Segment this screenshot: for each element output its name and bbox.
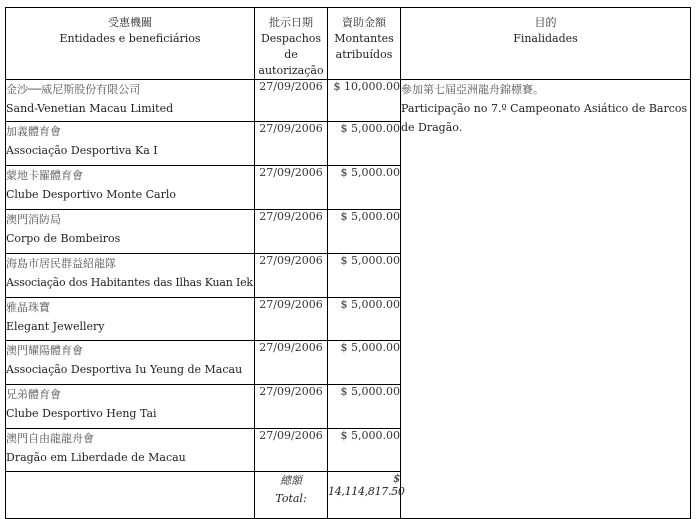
amount-cell: $ 5,000.00: [328, 429, 401, 472]
entity-name-pt: Elegant Jewellery: [6, 320, 105, 333]
purpose-cell: [401, 80, 691, 519]
entity-cell: [6, 80, 255, 122]
amount-cell: $ 5,000.00: [328, 298, 401, 341]
header-purpose: [401, 8, 691, 80]
header-amount-pt2: atribuídos: [335, 48, 393, 61]
amount-cell: $ 5,000.00: [328, 254, 401, 298]
date-cell: 27/09/2006: [255, 122, 328, 166]
entity-cell: [6, 341, 255, 385]
amount-cell: $ 5,000.00: [328, 166, 401, 210]
header-amount-cn: 資助金額: [342, 16, 386, 29]
header-entities-cn: 受惠機關: [108, 16, 152, 29]
header-row: [6, 8, 691, 80]
entity-name-cn: 加義體育會: [6, 125, 61, 138]
entity-name-cn: 金沙──威尼斯股份有限公司: [6, 83, 141, 96]
entity-name-cn: 兄弟體育會: [6, 388, 61, 401]
amount-cell: $ 5,000.00: [328, 122, 401, 166]
amount-cell: $ 5,000.00: [328, 385, 401, 429]
total-empty-cell: [6, 472, 255, 519]
header-dispatch-pt1: Despachos de: [260, 32, 322, 61]
header-dispatch: [255, 8, 328, 80]
purpose-cn: 參加第七屆亞洲龍舟錦標賽。: [401, 83, 544, 96]
header-purpose-cn: 目的: [534, 16, 557, 29]
entity-name-pt: Associação Desportiva Iu Yeung de Macau: [6, 363, 243, 376]
entity-name-pt: Sand-Venetian Macau Limited: [6, 102, 174, 115]
entity-name-cn: 海島市居民群益紹龍隊: [6, 257, 116, 270]
entity-name-pt: Dragão em Liberdade de Macau: [6, 451, 186, 464]
entity-name-pt: Associação Desportiva Ka I: [6, 144, 158, 157]
entity-name-pt: Corpo de Bombeiros: [6, 232, 121, 245]
entity-name-cn: 蒙地卡羅體育會: [6, 169, 83, 182]
date-cell: 27/09/2006: [255, 385, 328, 429]
header-purpose-pt: Finalidades: [513, 32, 578, 45]
total-label-pt: Total:: [275, 492, 307, 505]
entity-name-cn: 澳門自由龍龍舟會: [6, 432, 94, 445]
header-amount-pt1: Montantes: [334, 32, 394, 45]
entity-cell: [6, 254, 255, 298]
total-label-cell: [255, 472, 328, 519]
total-label-cn: 總額: [280, 474, 302, 487]
date-cell: 27/09/2006: [255, 254, 328, 298]
table-row: [6, 80, 691, 122]
entity-cell: [6, 298, 255, 341]
entity-name-pt: Clube Desportivo Heng Tai: [6, 407, 157, 420]
date-cell: 27/09/2006: [255, 166, 328, 210]
purpose-pt: Participação no 7.º Campeonato Asiático de Barcos de Dragão.: [401, 102, 688, 134]
amount-cell: $ 5,000.00: [328, 210, 401, 254]
grants-table: [5, 7, 691, 519]
entity-cell: [6, 210, 255, 254]
header-dispatch-cn: 批示日期: [269, 16, 313, 29]
date-cell: 27/09/2006: [255, 341, 328, 385]
entity-name-pt: Associação dos Habitantes das Ilhas Kuan Iek: [6, 276, 253, 289]
entity-cell: [6, 385, 255, 429]
amount-cell: $ 10,000.00: [328, 80, 401, 122]
entity-name-cn: 澳門消防局: [6, 213, 61, 226]
date-cell: 27/09/2006: [255, 210, 328, 254]
entity-name-cn: 雅晶珠寶: [6, 301, 50, 314]
header-entities: [6, 8, 255, 80]
entity-name-pt: Clube Desportivo Monte Carlo: [6, 188, 177, 201]
header-entities-pt: Entidades e beneficiários: [59, 32, 201, 45]
entity-cell: [6, 166, 255, 210]
entity-cell: [6, 429, 255, 472]
entity-cell: [6, 122, 255, 166]
amount-cell: $ 5,000.00: [328, 341, 401, 385]
date-cell: 27/09/2006: [255, 298, 328, 341]
header-dispatch-pt2: autorização: [258, 64, 324, 77]
header-amount: [328, 8, 401, 80]
date-cell: 27/09/2006: [255, 80, 328, 122]
date-cell: 27/09/2006: [255, 429, 328, 472]
total-amount: $ 14,114,817.50: [328, 472, 401, 519]
entity-name-cn: 澳門耀陽體育會: [6, 344, 83, 357]
